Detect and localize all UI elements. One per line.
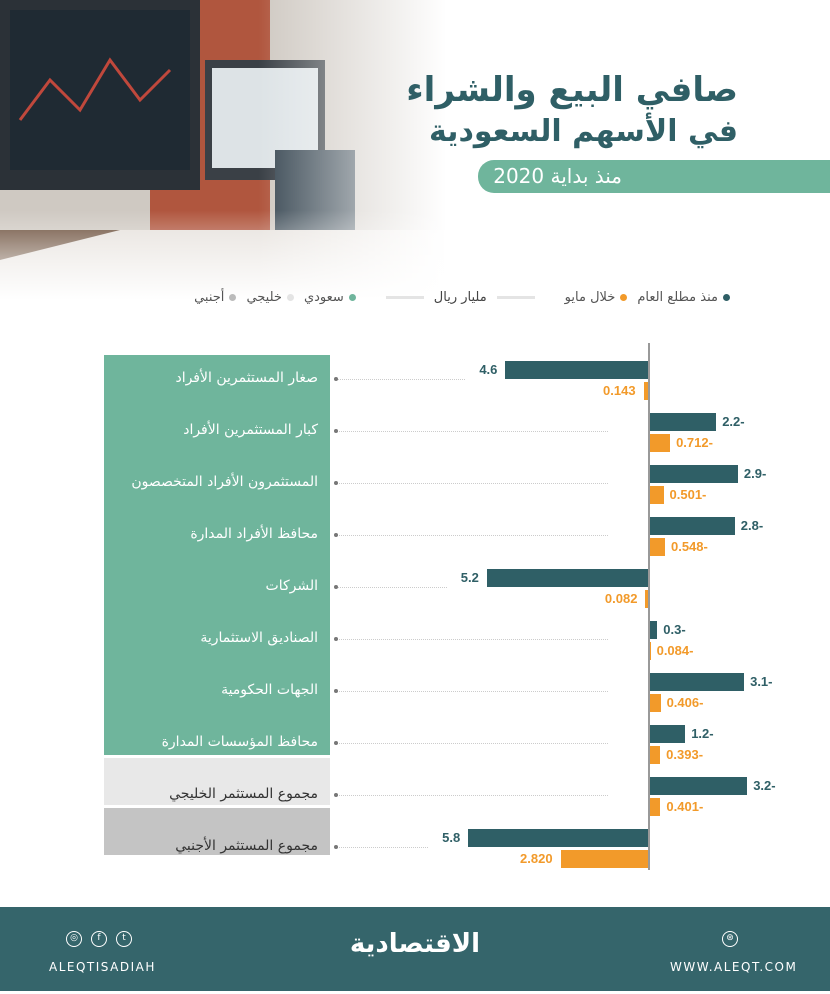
value-label-since-year-start: 2.2- (722, 414, 745, 429)
guide-dot (334, 481, 338, 485)
title-line-1: صافي البيع والشراء (406, 70, 738, 110)
globe-icon: ⊛ (722, 931, 738, 947)
guide-line (337, 379, 465, 380)
category-label: محافظ الأفراد المدارة (190, 526, 318, 542)
value-label-since-year-start: 1.2- (691, 726, 714, 741)
bar-may (648, 434, 670, 452)
footer (0, 907, 830, 991)
guide-dot (334, 429, 338, 433)
bar-since-year-start (648, 517, 735, 535)
guide-dot (334, 689, 338, 693)
value-label-since-year-start: 2.8- (740, 518, 764, 533)
value-label-may: 0.393- (666, 747, 704, 762)
legend-foreign: أجنبي (194, 290, 236, 305)
bar-since-year-start (648, 413, 716, 431)
category-label: كبار المستثمرين الأفراد (183, 422, 318, 438)
guide-dot (334, 377, 338, 381)
value-label-since-year-start: 3.1- (750, 674, 773, 689)
category-label: صغار المستثمرين الأفراد (175, 370, 318, 386)
guide-line (337, 743, 608, 744)
guide-line (337, 587, 447, 588)
guide-line (337, 795, 608, 796)
value-label-may: 0.501- (669, 487, 707, 502)
guide-dot (334, 793, 338, 797)
guide-line (337, 639, 608, 640)
category-label: المستثمرون الأفراد المتخصصون (131, 474, 318, 490)
bar-may (648, 486, 664, 504)
bar-since-year-start (505, 361, 648, 379)
value-label-since-year-start: 5.2 (460, 570, 479, 585)
value-label-may: 0.548- (670, 539, 708, 554)
category-label: مجموع المستثمر الخليجي (169, 786, 318, 802)
bar-since-year-start (648, 777, 747, 795)
facebook-icon[interactable]: f (91, 931, 107, 947)
legend-divider (386, 296, 424, 299)
guide-dot (334, 533, 338, 537)
value-label-since-year-start: 2.9- (743, 466, 767, 481)
value-label-may: 0.401- (666, 799, 704, 814)
bar-since-year-start (648, 673, 744, 691)
guide-line (337, 847, 428, 848)
guide-line (337, 691, 608, 692)
bar-may (648, 694, 661, 712)
guide-dot (334, 585, 338, 589)
value-label-may: 0.082 (604, 591, 638, 606)
legend-during-may: خلال مايو (565, 290, 628, 305)
value-label-may: 0.084- (656, 643, 694, 658)
category-label: الصناديق الاستثمارية (200, 630, 318, 646)
legend-unit: مليار ريال (433, 289, 487, 305)
guide-dot (334, 741, 338, 745)
category-label: الجهات الحكومية (221, 682, 318, 698)
bar-since-year-start (648, 725, 685, 743)
value-label-since-year-start: 3.2- (753, 778, 776, 793)
legend-gulf: خليجي (246, 290, 294, 305)
value-label-may: 0.143 (603, 383, 636, 398)
category-label: محافظ المؤسسات المدارة (161, 734, 318, 750)
guide-dot (334, 637, 338, 641)
legend (100, 287, 730, 307)
bar-since-year-start (648, 465, 738, 483)
website-link[interactable]: WWW.ALEQT.COM (670, 960, 798, 974)
zero-axis (648, 343, 650, 870)
bar-may (648, 746, 660, 764)
bar-may (648, 798, 660, 816)
value-label-may: 0.712- (676, 435, 713, 450)
legend-since-year-start: منذ مطلع العام (637, 290, 730, 305)
brand-logo: الاقتصادية (349, 929, 481, 959)
subtitle-banner: منذ بداية 2020 (478, 160, 830, 193)
header-photo-trading-monitors (0, 0, 470, 300)
category-label: الشركات (265, 578, 318, 594)
bar-may (561, 850, 648, 868)
twitter-icon[interactable]: t (116, 931, 132, 947)
bar-may (648, 538, 665, 556)
guide-dot (334, 845, 338, 849)
instagram-icon[interactable]: ◎ (66, 931, 82, 947)
guide-line (337, 483, 608, 484)
bar-since-year-start (487, 569, 648, 587)
bar-since-year-start (468, 829, 648, 847)
guide-line (337, 431, 608, 432)
guide-line (337, 535, 608, 536)
legend-saudi: سعودي (304, 290, 356, 305)
value-label-may: 2.820 (520, 851, 553, 866)
value-label-since-year-start: 0.3- (663, 622, 686, 637)
title-line-2: في الأسهم السعودية (428, 114, 738, 149)
value-label-since-year-start: 5.8 (442, 830, 461, 845)
value-label-may: 0.406- (666, 695, 704, 710)
value-label-since-year-start: 4.6 (479, 362, 498, 377)
legend-divider (497, 296, 535, 299)
category-label: مجموع المستثمر الأجنبي (175, 838, 318, 854)
social-handle[interactable]: ALEQTISADIAH (49, 960, 156, 974)
